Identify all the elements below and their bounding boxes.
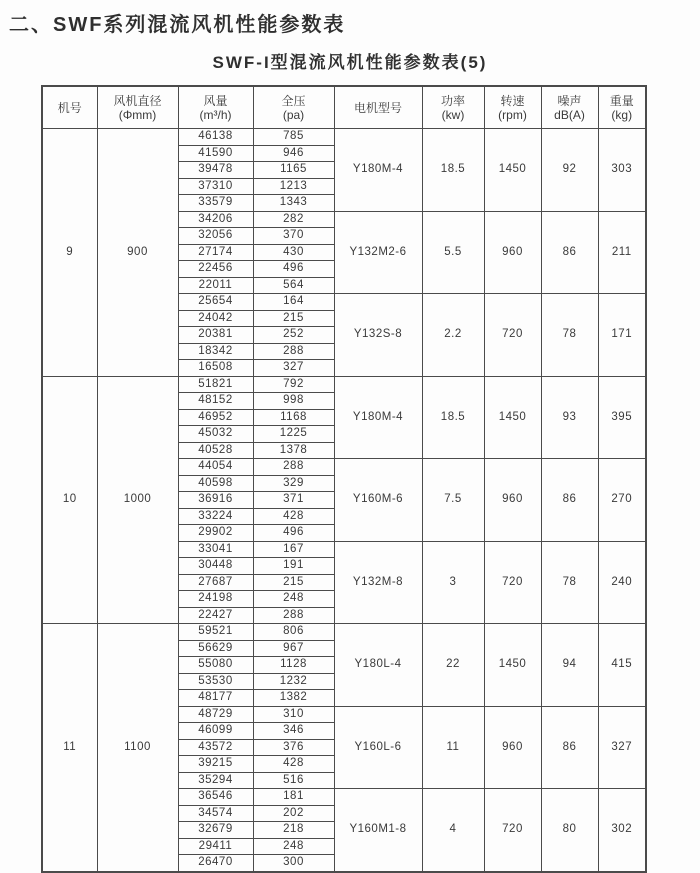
air-volume-cell: 22456: [178, 261, 253, 278]
weight-cell: 415: [598, 624, 646, 707]
pressure-cell: 371: [253, 492, 334, 509]
noise-cell: 80: [541, 789, 598, 872]
air-volume-cell: 26470: [178, 855, 253, 872]
air-volume-cell: 30448: [178, 558, 253, 575]
diameter-cell: 900: [97, 129, 178, 377]
pressure-cell: 516: [253, 772, 334, 789]
speed-cell: 960: [484, 706, 541, 789]
pressure-cell: 215: [253, 310, 334, 327]
fan-performance-table: [41, 85, 647, 873]
power-cell: 18.5: [422, 129, 484, 212]
air-volume-cell: 53530: [178, 673, 253, 690]
air-volume-cell: 33579: [178, 195, 253, 212]
col-header-machine-no: 机号: [42, 86, 97, 129]
pressure-cell: 282: [253, 211, 334, 228]
power-cell: 11: [422, 706, 484, 789]
air-volume-cell: 16508: [178, 360, 253, 377]
air-volume-cell: 18342: [178, 343, 253, 360]
air-volume-cell: 39215: [178, 756, 253, 773]
air-volume-cell: 20381: [178, 327, 253, 344]
air-volume-cell: 41590: [178, 145, 253, 162]
table-body: [42, 129, 646, 872]
motor-model-cell: Y132S-8: [334, 294, 422, 377]
weight-cell: 270: [598, 459, 646, 542]
pressure-cell: 496: [253, 525, 334, 542]
speed-cell: 960: [484, 211, 541, 294]
pressure-cell: 1232: [253, 673, 334, 690]
air-volume-cell: 34206: [178, 211, 253, 228]
pressure-cell: 300: [253, 855, 334, 872]
motor-model-cell: Y160L-6: [334, 706, 422, 789]
air-volume-cell: 51821: [178, 376, 253, 393]
col-header-pressure: 全压 (pa): [253, 86, 334, 129]
noise-cell: 86: [541, 459, 598, 542]
speed-cell: 720: [484, 789, 541, 872]
pressure-cell: 785: [253, 129, 334, 146]
air-volume-cell: 29902: [178, 525, 253, 542]
pressure-cell: 248: [253, 838, 334, 855]
pressure-cell: 1168: [253, 409, 334, 426]
pressure-cell: 191: [253, 558, 334, 575]
weight-cell: 240: [598, 541, 646, 624]
motor-model-cell: Y132M2-6: [334, 211, 422, 294]
motor-model-cell: Y160M-6: [334, 459, 422, 542]
header-row: [42, 86, 646, 129]
noise-cell: 92: [541, 129, 598, 212]
air-volume-cell: 44054: [178, 459, 253, 476]
air-volume-cell: 27174: [178, 244, 253, 261]
pressure-cell: 1343: [253, 195, 334, 212]
pressure-cell: 967: [253, 640, 334, 657]
air-volume-cell: 48152: [178, 393, 253, 410]
pressure-cell: 288: [253, 459, 334, 476]
air-volume-cell: 48177: [178, 690, 253, 707]
pressure-cell: 370: [253, 228, 334, 245]
air-volume-cell: 40598: [178, 475, 253, 492]
weight-cell: 302: [598, 789, 646, 872]
pressure-cell: 181: [253, 789, 334, 806]
air-volume-cell: 22427: [178, 607, 253, 624]
pressure-cell: 428: [253, 508, 334, 525]
col-header-speed: 转速 (rpm): [484, 86, 541, 129]
table-row: [42, 129, 646, 146]
air-volume-cell: 32679: [178, 822, 253, 839]
air-volume-cell: 45032: [178, 426, 253, 443]
pressure-cell: 248: [253, 591, 334, 608]
air-volume-cell: 55080: [178, 657, 253, 674]
air-volume-cell: 43572: [178, 739, 253, 756]
pressure-cell: 215: [253, 574, 334, 591]
air-volume-cell: 59521: [178, 624, 253, 641]
pressure-cell: 346: [253, 723, 334, 740]
air-volume-cell: 56629: [178, 640, 253, 657]
air-volume-cell: 46138: [178, 129, 253, 146]
power-cell: 2.2: [422, 294, 484, 377]
power-cell: 4: [422, 789, 484, 872]
pressure-cell: 496: [253, 261, 334, 278]
power-cell: 7.5: [422, 459, 484, 542]
pressure-cell: 288: [253, 607, 334, 624]
speed-cell: 960: [484, 459, 541, 542]
speed-cell: 720: [484, 294, 541, 377]
table-row: [42, 624, 646, 641]
pressure-cell: 218: [253, 822, 334, 839]
air-volume-cell: 34574: [178, 805, 253, 822]
pressure-cell: 288: [253, 343, 334, 360]
air-volume-cell: 36546: [178, 789, 253, 806]
col-header-power: 功率 (kw): [422, 86, 484, 129]
pressure-cell: 1378: [253, 442, 334, 459]
speed-cell: 720: [484, 541, 541, 624]
pressure-cell: 1165: [253, 162, 334, 179]
noise-cell: 94: [541, 624, 598, 707]
speed-cell: 1450: [484, 376, 541, 459]
air-volume-cell: 40528: [178, 442, 253, 459]
noise-cell: 86: [541, 211, 598, 294]
air-volume-cell: 36916: [178, 492, 253, 509]
air-volume-cell: 35294: [178, 772, 253, 789]
air-volume-cell: 24042: [178, 310, 253, 327]
pressure-cell: 792: [253, 376, 334, 393]
weight-cell: 395: [598, 376, 646, 459]
pressure-cell: 564: [253, 277, 334, 294]
table-title: SWF-I型混流风机性能参数表(5): [212, 53, 488, 72]
power-cell: 18.5: [422, 376, 484, 459]
speed-cell: 1450: [484, 624, 541, 707]
pressure-cell: 1213: [253, 178, 334, 195]
air-volume-cell: 46952: [178, 409, 253, 426]
col-header-motor-model: 电机型号: [334, 86, 422, 129]
pressure-cell: 310: [253, 706, 334, 723]
weight-cell: 211: [598, 211, 646, 294]
table-row: [42, 376, 646, 393]
air-volume-cell: 29411: [178, 838, 253, 855]
noise-cell: 86: [541, 706, 598, 789]
col-header-air-volume: 风量 (m³/h): [178, 86, 253, 129]
weight-cell: 171: [598, 294, 646, 377]
noise-cell: 78: [541, 294, 598, 377]
col-header-noise: 噪声 dB(A): [541, 86, 598, 129]
motor-model-cell: Y180L-4: [334, 624, 422, 707]
machine-no-cell: 10: [42, 376, 97, 624]
motor-model-cell: Y132M-8: [334, 541, 422, 624]
pressure-cell: 327: [253, 360, 334, 377]
power-cell: 22: [422, 624, 484, 707]
noise-cell: 78: [541, 541, 598, 624]
motor-model-cell: Y180M-4: [334, 376, 422, 459]
power-cell: 3: [422, 541, 484, 624]
pressure-cell: 1128: [253, 657, 334, 674]
pressure-cell: 428: [253, 756, 334, 773]
col-header-diameter: 风机直径 (Φmm): [97, 86, 178, 129]
pressure-cell: 430: [253, 244, 334, 261]
motor-model-cell: Y180M-4: [334, 129, 422, 212]
machine-no-cell: 11: [42, 624, 97, 872]
diameter-cell: 1000: [97, 376, 178, 624]
col-header-weight: 重量 (kg): [598, 86, 646, 129]
air-volume-cell: 48729: [178, 706, 253, 723]
pressure-cell: 1225: [253, 426, 334, 443]
air-volume-cell: 46099: [178, 723, 253, 740]
pressure-cell: 167: [253, 541, 334, 558]
air-volume-cell: 39478: [178, 162, 253, 179]
air-volume-cell: 33224: [178, 508, 253, 525]
air-volume-cell: 25654: [178, 294, 253, 311]
motor-model-cell: Y160M1-8: [334, 789, 422, 872]
diameter-cell: 1100: [97, 624, 178, 872]
power-cell: 5.5: [422, 211, 484, 294]
weight-cell: 303: [598, 129, 646, 212]
speed-cell: 1450: [484, 129, 541, 212]
pressure-cell: 202: [253, 805, 334, 822]
pressure-cell: 806: [253, 624, 334, 641]
machine-no-cell: 9: [42, 129, 97, 377]
pressure-cell: 998: [253, 393, 334, 410]
pressure-cell: 376: [253, 739, 334, 756]
pressure-cell: 329: [253, 475, 334, 492]
weight-cell: 327: [598, 706, 646, 789]
air-volume-cell: 32056: [178, 228, 253, 245]
air-volume-cell: 22011: [178, 277, 253, 294]
page-title: 二、SWF系列混流风机性能参数表: [9, 14, 346, 36]
pressure-cell: 946: [253, 145, 334, 162]
noise-cell: 93: [541, 376, 598, 459]
air-volume-cell: 37310: [178, 178, 253, 195]
air-volume-cell: 27687: [178, 574, 253, 591]
pressure-cell: 252: [253, 327, 334, 344]
air-volume-cell: 33041: [178, 541, 253, 558]
air-volume-cell: 24198: [178, 591, 253, 608]
pressure-cell: 164: [253, 294, 334, 311]
pressure-cell: 1382: [253, 690, 334, 707]
